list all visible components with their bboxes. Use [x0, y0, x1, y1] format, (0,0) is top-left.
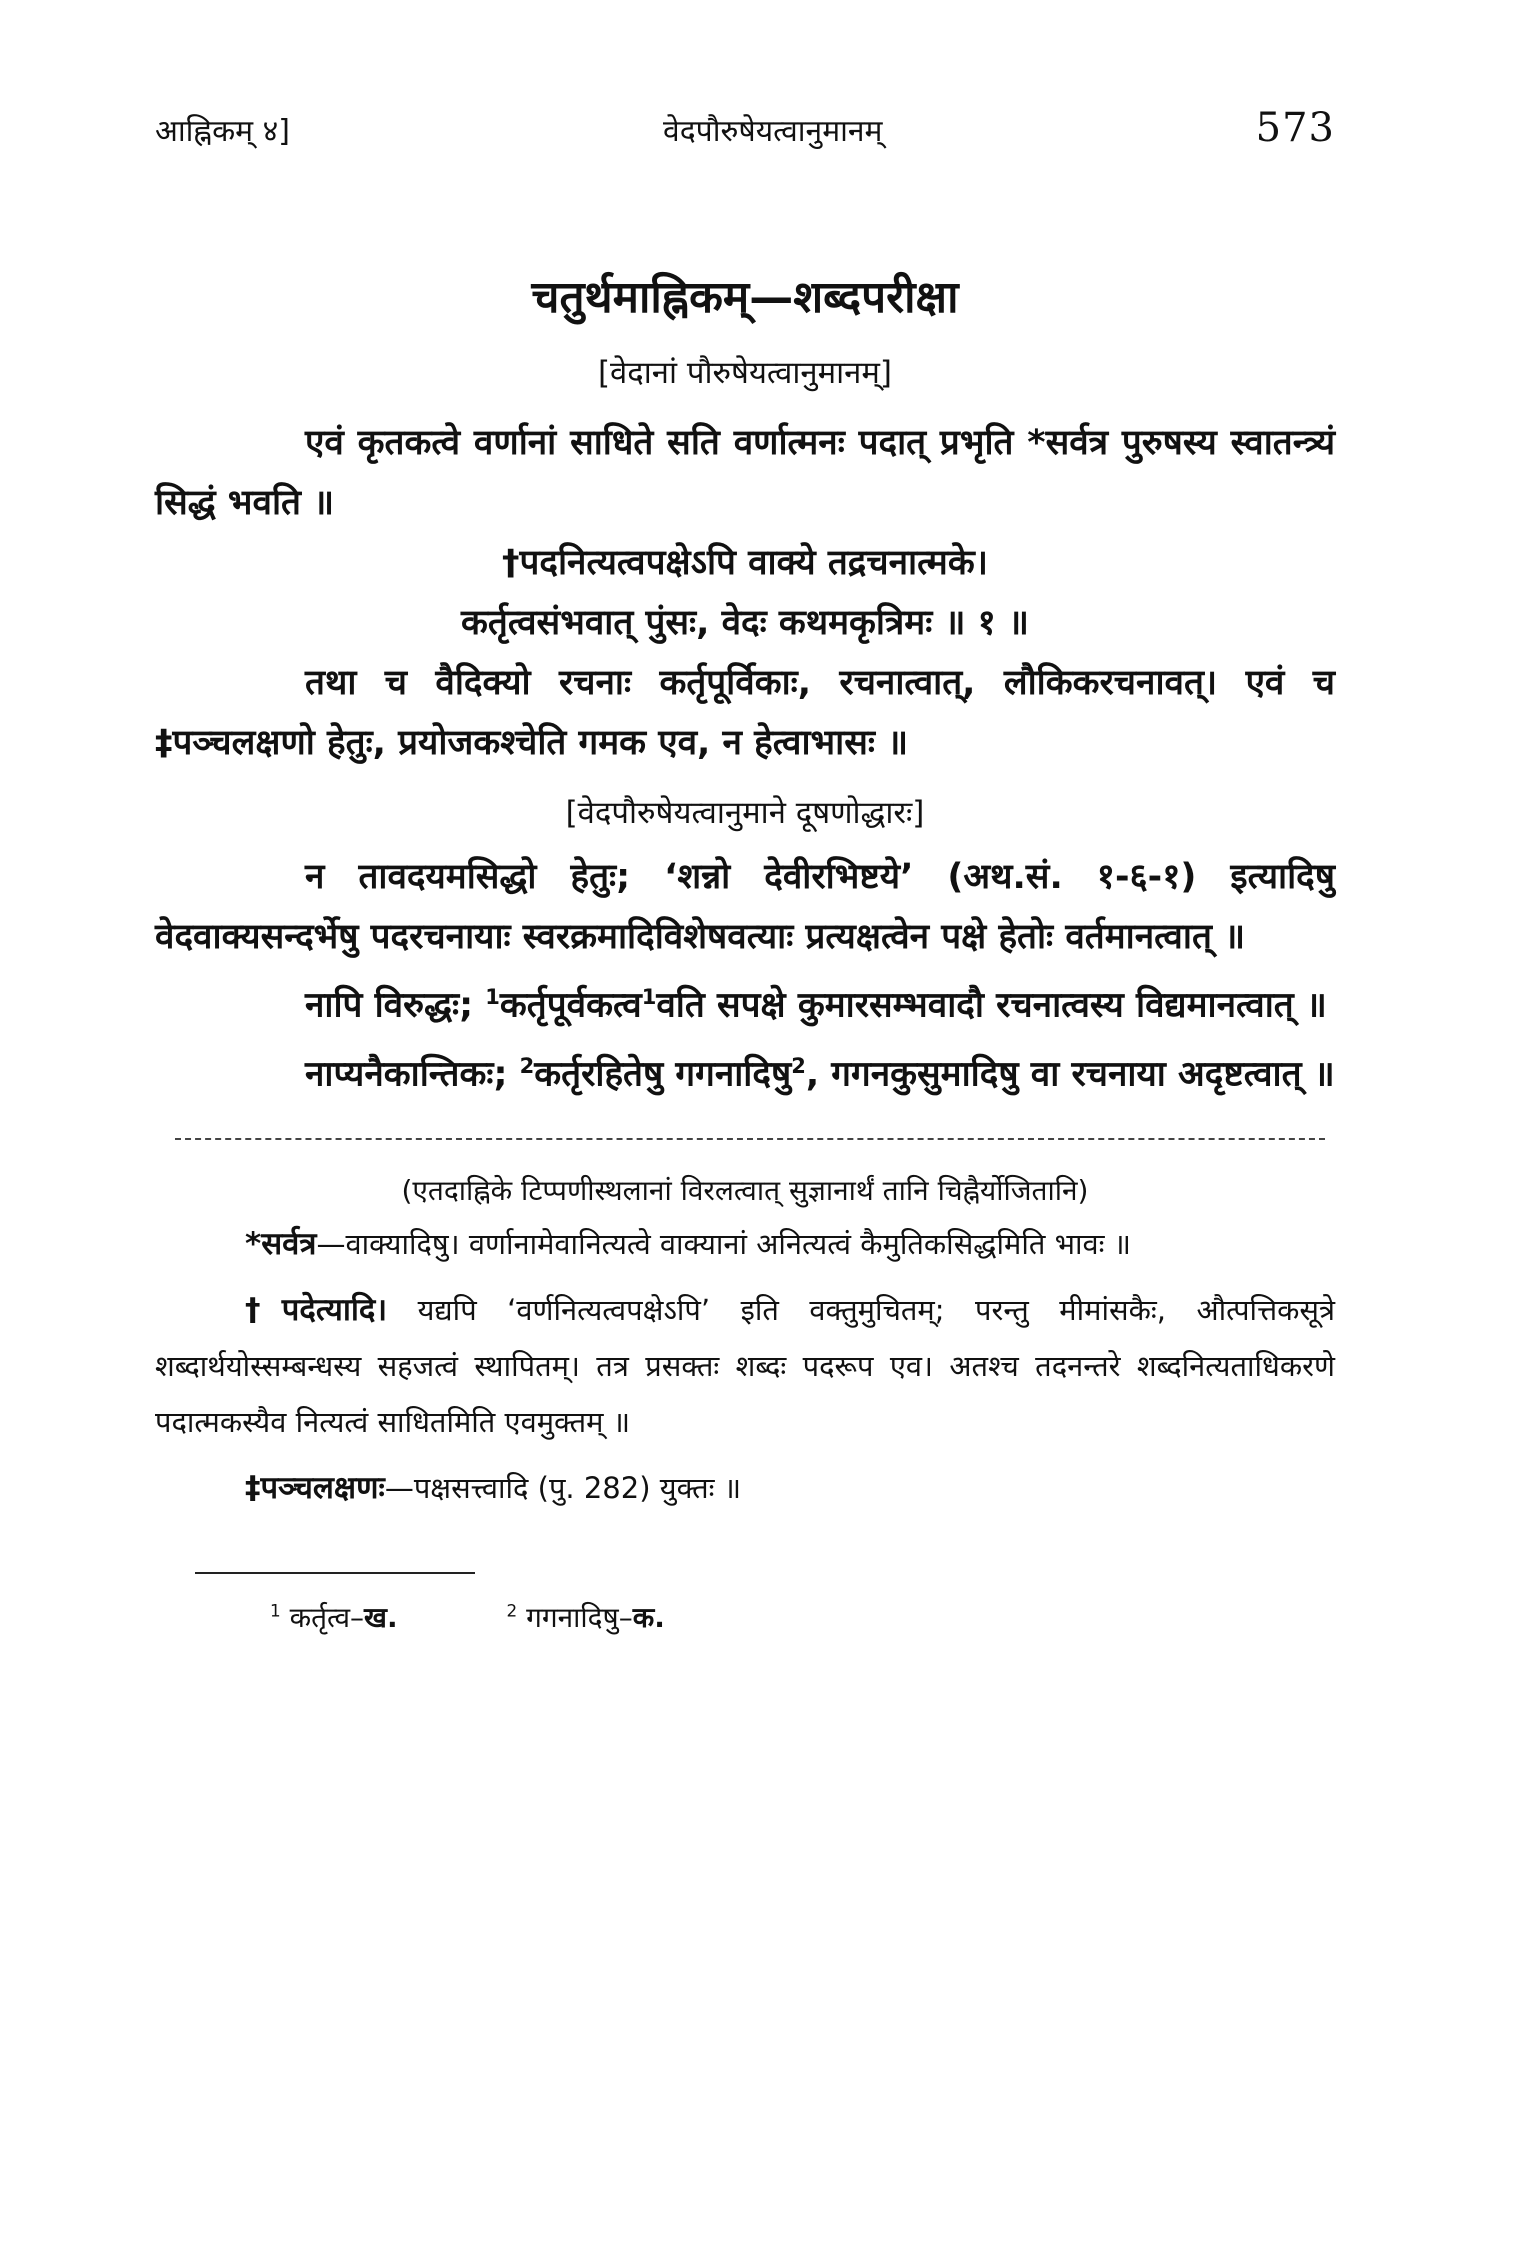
section-heading-1: [वेदानां पौरुषेयत्वानुमानम्] [597, 355, 893, 391]
note-1 [155, 1216, 1335, 1272]
footnote-2-text: गगनादिषु– [526, 1600, 633, 1634]
footnote-1-mark: 1 [270, 1600, 281, 1621]
document-page [155, 105, 1335, 1640]
paragraph-5 [155, 1036, 1335, 1105]
paragraph-4 [155, 967, 1335, 1036]
paragraph-2: तथा च वैदिक्यो रचनाः कर्तृपूर्विकाः, रचनात्वात्, लौकिकरचनावत्। एवं च ‡पञ्चलक्षणो हेतुः, प्रयोजकश्चेति गमक एव, न हेत्वाभासः ॥ [155, 663, 1335, 763]
footnote-1-text: कर्तृत्व– [289, 1600, 365, 1634]
footnote-2-source: क. [632, 1600, 665, 1634]
footnote-1-source: ख. [364, 1600, 398, 1634]
verse-line-2: कर्तृत्वसंभवात् पुंसः, वेदः कथमकृत्रिमः ॥ १ ॥ [460, 603, 1029, 643]
commentary-notes [155, 1166, 1335, 1516]
footnote-ref-2: 2 [519, 1053, 535, 1078]
page-number: 573 [1255, 105, 1335, 151]
notes-intro: (एतदाह्निके टिप्पणीस्थलानां विरलत्वात् सुज्ञानार्थं तानि चिह्नैर्योजितानि) [401, 1174, 1089, 1208]
footnote-2-mark: 2 [506, 1600, 518, 1621]
paragraph-5-start: नाप्यनैकान्तिकः; [305, 1054, 520, 1095]
note-3-lemma: ‡पञ्चलक्षणः [245, 1470, 385, 1507]
note-3-text: —पक्षसत्त्वादि (पु. 282) युक्तः ॥ [384, 1471, 742, 1506]
chapter-title: चतुर्थमाह्निकम्—शब्दपरीक्षा [531, 272, 959, 323]
footnotes [155, 1588, 1335, 1639]
section-heading-2: [वेदपौरुषेयत्वानुमाने दूषणोद्धारः] [565, 795, 925, 831]
running-head-left: आह्निकम् ४] [155, 114, 290, 149]
main-text [155, 413, 1335, 1104]
footnote-ref-1: 1 [485, 985, 500, 1009]
note-2-text: यद्यपि ‘वर्णनित्यत्वपक्षेऽपि’ इति वक्तुमुचितम्; परन्तु मीमांसकैः, औत्पत्तिकसूत्रे शब्दार्थयोस्सम्बन्धस्य सहजत्वं स्थापितम्। तत्र प्रसक्तः शब्दः पदरूप एव। अतश्च तदनन्तरे शब्दनित्यताधिकरणे पदात्मकस्यैव नित्यत्वं साधितमिति एवमुक्तम् ॥ [155, 1293, 1335, 1440]
note-1-text: —वाक्यादिषु। वर्णानामेवानित्यत्वे वाक्यानां अनित्यत्वं कैमुतिकसिद्धमिति भावः ॥ [316, 1227, 1132, 1262]
footnote-2 [507, 1601, 665, 1634]
note-2 [155, 1282, 1335, 1450]
running-head-title: वेदपौरुषेयत्वानुमानम् [663, 114, 883, 149]
paragraph-1: एवं कृतकत्वे वर्णानां साधिते सति वर्णात्मनः पदात् प्रभृति *सर्वत्र पुरुषस्य स्वातन्त्र्यं सिद्धं भवति ॥ [155, 423, 1335, 523]
paragraph-5-end: , गगनकुसुमादिषु वा रचनाया अदृष्टत्वात् ॥ [805, 1054, 1335, 1095]
footnote-rule [195, 1572, 475, 1574]
note-1-lemma: *सर्वत्र [245, 1226, 317, 1263]
footnote-ref-2-end: 2 [791, 1053, 806, 1078]
verse-line-1: †पदनित्यत्वपक्षेऽपि वाक्ये तद्रचनात्मके। [502, 543, 988, 583]
paragraph-4-start: नापि विरुद्धः; [305, 985, 486, 1026]
paragraph-4-phrase: कर्तृपूर्वकत्व [499, 985, 642, 1026]
paragraph-5-phrase: कर्तृरहितेषु गगनादिषु [534, 1054, 792, 1095]
note-2-lemma: †पदेत्यादि। [245, 1292, 388, 1329]
note-3 [155, 1460, 1335, 1516]
paragraph-3: न तावदयमसिद्धो हेतुः; ‘शन्नो देवीरभिष्टये’ (अथ.सं. १-६-१) इत्यादिषु वेदवाक्यसन्दर्भेषु पदरचनायाः स्वरक्रमादिविशेषवत्याः प्रत्यक्षत्वेन पक्षे हेतोः वर्तमानत्वात् ॥ [155, 857, 1335, 957]
paragraph-4-end: वति सपक्षे कुमारसम्भवादौ रचनात्वस्य विद्यमानत्वात् ॥ [656, 985, 1327, 1026]
footnote-1 [270, 1601, 398, 1634]
footnote-ref-1-end: 1 [641, 985, 657, 1009]
notes-divider [175, 1138, 1325, 1140]
running-head [155, 105, 1335, 165]
